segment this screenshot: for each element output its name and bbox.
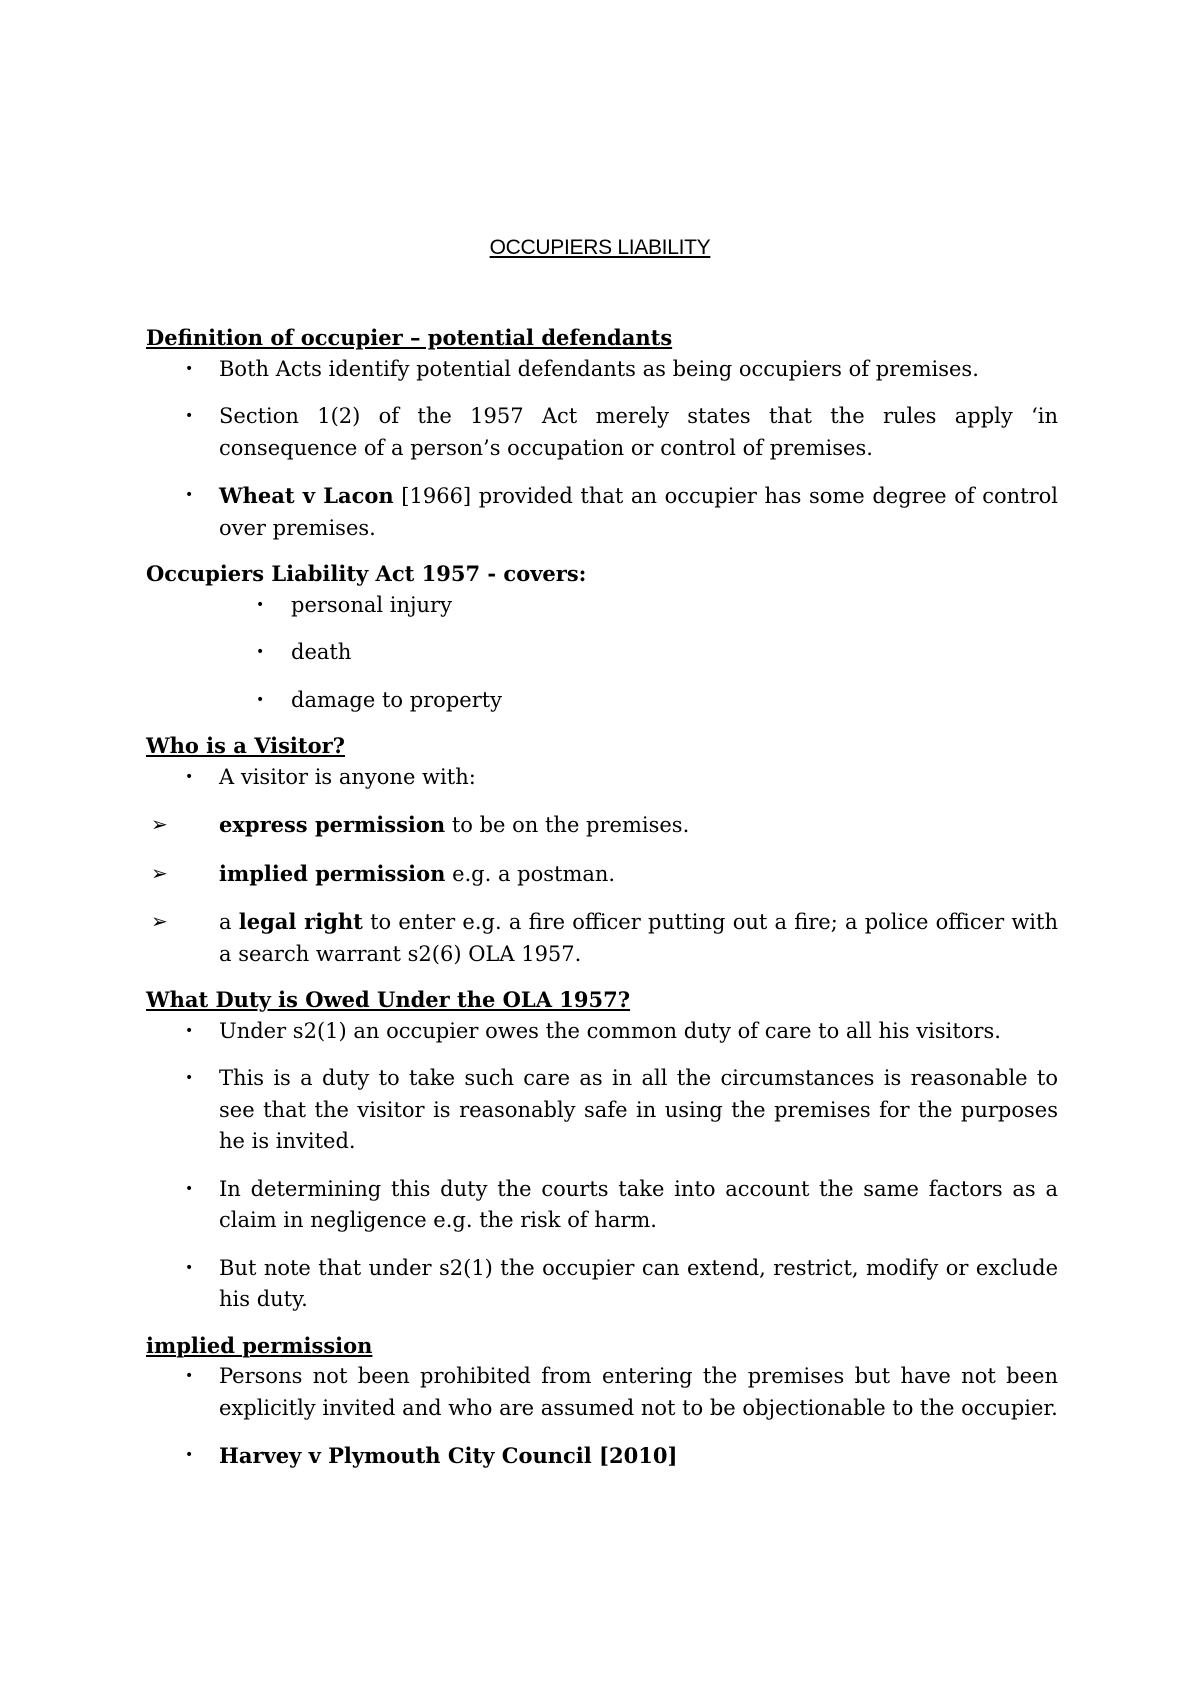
list-item [146,1361,1058,1424]
list-item [146,1174,1058,1237]
case-name: Harvey v Plymouth City Council [2010] [219,1443,678,1468]
list-item [146,685,1058,717]
document-body [146,322,1058,1473]
bullet-icon: • [185,1368,194,1384]
list-item-text: to enter e.g. a fire officer putting out a fire; a police officer with a search warrant s2(6) OLA 1957. [219,910,1058,966]
list-item [146,401,1058,464]
list-item-text: damage to property [291,687,503,712]
bullet-icon: • [185,768,194,785]
arrow-bullet-icon: ➢ [151,812,168,836]
list-item [146,1440,1058,1473]
bullet-icon: • [185,408,194,424]
visitor-list [146,762,1058,971]
arrow-bullet-icon: ➢ [151,909,168,933]
list-item-text: In determining this duty the courts take into account the same factors as a claim in negligence e.g. the risk of harm. [219,1176,1058,1232]
heading-definition-of-occupier: Definition of occupier – potential defendants [146,325,673,350]
bullet-icon: • [185,1259,194,1276]
list-item [146,906,1058,970]
heading-ola-covers: Occupiers Liability Act 1957 - covers: [146,561,587,586]
list-item [146,1016,1058,1048]
bullet-icon: • [185,360,194,377]
list-item-text: A visitor is anyone with: [219,764,476,789]
heading-duty-owed: What Duty is Owed Under the OLA 1957? [146,987,631,1012]
emphasis-text: implied permission [219,860,446,886]
bullet-icon: • [185,1022,194,1039]
case-name: Wheat v Lacon [219,483,394,508]
list-item-text: to be on the premises. [445,813,690,837]
list-item [146,637,1058,669]
list-item-text: Section 1(2) of the 1957 Act merely states that the rules apply ‘in consequence of a person’s occupation or control of premises. [219,404,1058,460]
list-item [146,354,1058,386]
bullet-icon: • [185,487,194,503]
list-item-text: Persons not been prohibited from entering the premises but have not been explicitly invited and who are assumed not to be objectionable to the occupier. [219,1364,1058,1420]
list-item-text: This is a duty to take such care as in all the circumstances is reasonable to see that the visitor is reasonably safe in using the premises for the purposes he is invited. [219,1066,1058,1153]
ola-covers-list [146,590,1058,717]
list-item-text: a [219,910,239,934]
list-item [146,1253,1058,1316]
emphasis-text: express permission [219,812,446,837]
implied-permission-list [146,1361,1058,1473]
document-title: OCCUPIERS LIABILITY [489,236,711,259]
bullet-icon: • [185,1447,194,1463]
heading-who-is-visitor: Who is a Visitor? [146,733,345,758]
list-item [146,480,1058,544]
list-item-text: Both Acts identify potential defendants as being occupiers of premises. [219,356,979,381]
list-item [146,858,1058,891]
list-item-text: personal injury [291,592,452,617]
list-item-text: e.g. a postman. [445,861,616,886]
list-item [146,809,1058,842]
bullet-icon: • [185,1180,194,1197]
list-item [146,1063,1058,1158]
arrow-bullet-icon: ➢ [151,860,168,885]
duty-list [146,1016,1058,1316]
list-item [146,762,1058,794]
heading-implied-permission: implied permission [146,1332,373,1358]
emphasis-text: legal right [238,909,363,934]
list-item [146,590,1058,622]
list-item-text: Under s2(1) an occupier owes the common duty of care to all his visitors. [219,1018,1001,1043]
list-item-text: But note that under s2(1) the occupier can extend, restrict, modify or exclude his duty. [219,1255,1058,1311]
definition-list [146,354,1058,545]
list-item-text: [1966] provided that an occupier has some degree of control over premises. [219,484,1058,540]
bullet-icon: • [256,644,265,660]
bullet-icon: • [185,1070,194,1086]
bullet-icon: • [256,596,265,613]
bullet-icon: • [256,691,265,708]
list-item-text: death [291,640,352,664]
